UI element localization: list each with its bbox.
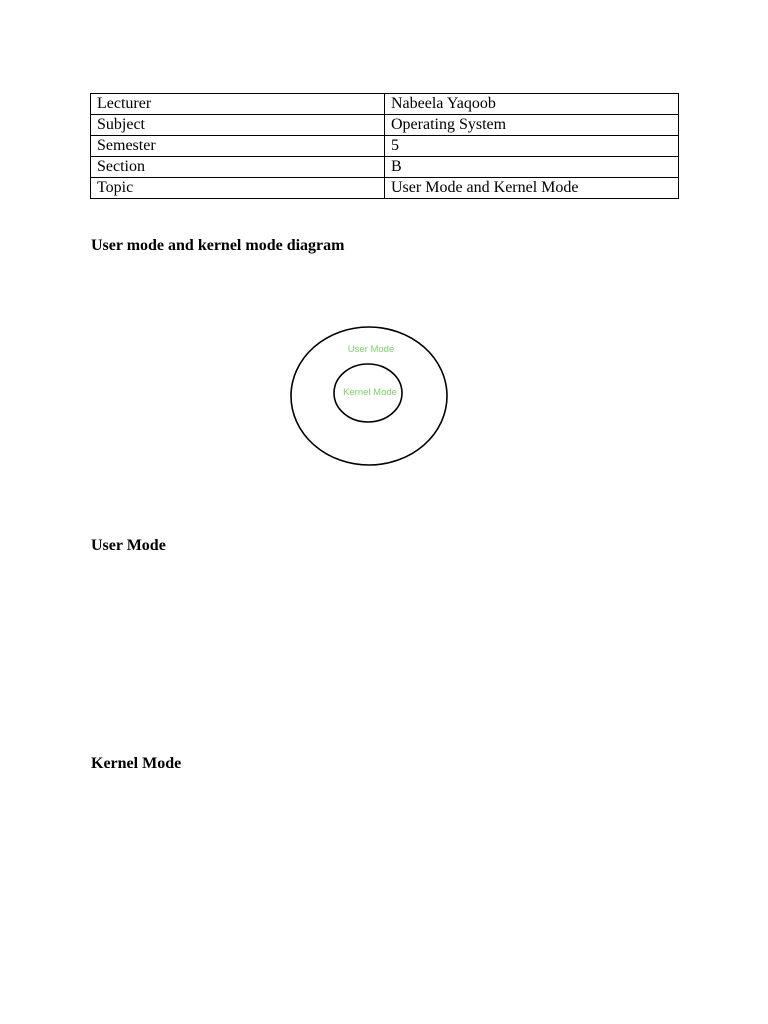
table-cell-key: Subject	[91, 115, 385, 136]
kernel-mode-heading: Kernel Mode	[91, 755, 182, 772]
table-cell-value: User Mode and Kernel Mode	[385, 178, 679, 199]
table-row	[91, 115, 679, 136]
table-row	[91, 157, 679, 178]
table-cell-value: Operating System	[385, 115, 679, 136]
user-kernel-mode-diagram	[285, 325, 455, 470]
diagram-section-heading: User mode and kernel mode diagram	[91, 237, 345, 254]
table-cell-value: 5	[385, 136, 679, 157]
table-cell-value: B	[385, 157, 679, 178]
table-cell-key: Topic	[91, 178, 385, 199]
course-info-table	[90, 93, 679, 199]
table-cell-key: Semester	[91, 136, 385, 157]
kernel-mode-label: Kernel Mode	[343, 387, 397, 398]
table-row	[91, 136, 679, 157]
table-row	[91, 94, 679, 115]
user-mode-heading: User Mode	[91, 537, 166, 554]
table-cell-key: Lecturer	[91, 94, 385, 115]
table-cell-key: Section	[91, 157, 385, 178]
table-cell-value: Nabeela Yaqoob	[385, 94, 679, 115]
table-row	[91, 178, 679, 199]
user-mode-label: User Mode	[347, 344, 395, 355]
